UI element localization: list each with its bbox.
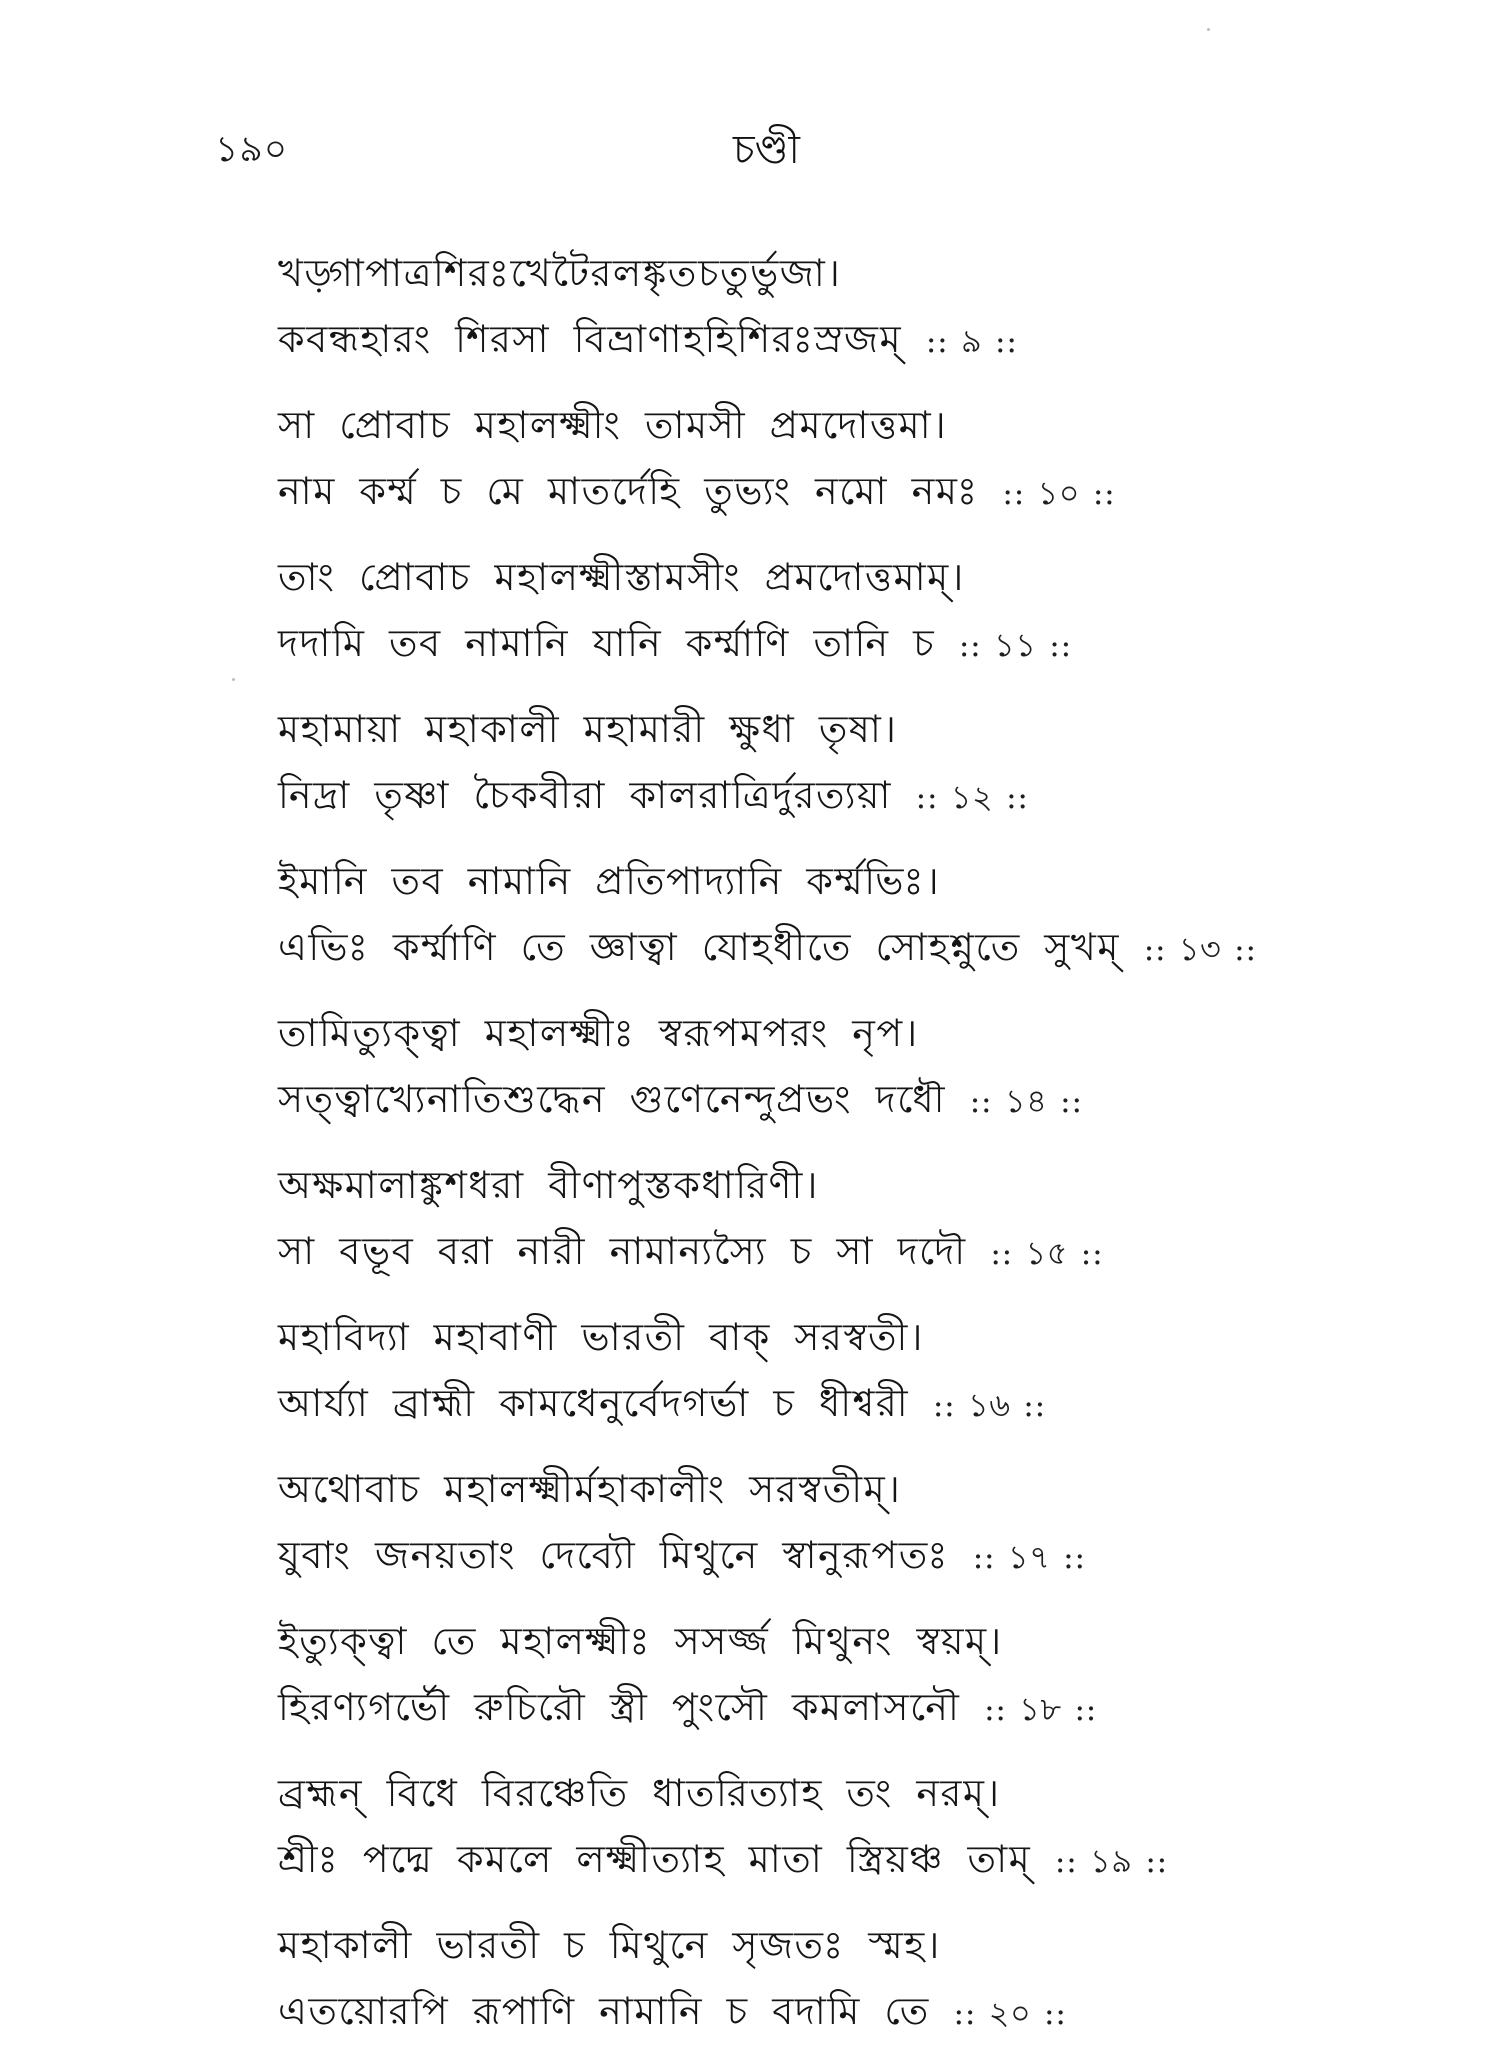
verse-line-2 [278, 610, 1338, 676]
verse-line-2 [278, 762, 1338, 828]
verse-line-1: সা প্রোবাচ মহালক্ষ্মীং তামসী প্রমদোত্তমা। [278, 403, 948, 447]
verse-number: :: ৯ :: [925, 322, 1018, 360]
verse-15 [278, 1152, 1338, 1304]
scan-speck [232, 678, 235, 681]
verse-line-2 [278, 1826, 1338, 1892]
verse-line-2-text: দদামি তব নামানি যানি কর্ম্মাণি তানি চ [278, 621, 936, 665]
verse-14 [278, 1000, 1338, 1152]
verse-line-2-text: নিদ্রা তৃষ্ণা চৈকবীরা কালরাত্রির্দুরত্যয়া [278, 773, 892, 817]
verse-number: :: ১৩ :: [1143, 930, 1257, 968]
verse-number: :: ১১ :: [958, 626, 1072, 664]
verse-line-2-text: নাম কর্ম্ম চ মে মাতর্দেহি তুভ্যং নমো নমঃ [278, 469, 979, 513]
verse-line-2 [278, 1522, 1338, 1588]
verse-line-2-text: শ্রীঃ পদ্মে কমলে লক্ষ্মীত্যাহ মাতা স্ত্রিয়ঞ্চ তাম্ [278, 1837, 1032, 1881]
verse-line-2 [278, 458, 1338, 524]
verse-line-1: মহামায়া মহাকালী মহামারী ক্ষুধা তৃষা। [278, 707, 898, 751]
verse-20 [278, 1912, 1338, 2064]
verse-line-1: ইমানি তব নামানি প্রতিপাদ্যানি কর্ম্মভিঃ। [278, 859, 941, 903]
verse-19 [278, 1760, 1338, 1912]
verse-number: :: ১৬ :: [932, 1386, 1046, 1424]
verse-line-2 [278, 1674, 1338, 1740]
verse-line-1: মহাবিদ্যা মহাবাণী ভারতী বাক্ সরস্বতী। [278, 1315, 925, 1359]
verse-line-2 [278, 306, 1338, 372]
verse-line-1: অথোবাচ মহালক্ষ্মীর্মহাকালীং সরস্বতীম্। [278, 1467, 902, 1511]
verse-line-2-text: সত্ত্বাখ্যেনাতিশুদ্ধেন গুণেনেন্দুপ্রভং দধৌ [278, 1077, 947, 1121]
verse-10 [278, 392, 1338, 544]
scan-speck [1207, 28, 1210, 31]
verse-line-2-text: কবন্ধহারং শিরসা বিভ্রাণাহহিশিরঃস্রজম্ [278, 317, 903, 361]
verse-number: :: ১৯ :: [1054, 1842, 1168, 1880]
verse-number: :: ১৮ :: [983, 1690, 1097, 1728]
verse-line-2-text: আর্য্যা ব্রাহ্মী কামধেনুর্বেদগর্ভা চ ধীশ্বরী [278, 1381, 910, 1425]
verse-line-1: তামিত্যুক্ত্বা মহালক্ষ্মীঃ স্বরূপমপরং নৃপ। [278, 1011, 919, 1055]
verse-number: :: ১২ :: [915, 778, 1029, 816]
verse-line-1: খড়্গাপাত্রশিরঃখেটৈরলঙ্কৃতচতুর্ভুজা। [278, 251, 842, 295]
verse-line-2 [278, 1066, 1338, 1132]
verse-line-2 [278, 1978, 1338, 2044]
verse-line-2-text: হিরণ্যগর্ভৌ রুচিরৌ স্ত্রী পুংসৌ কমলাসনৌ [278, 1685, 961, 1729]
verse-line-1: ইত্যুক্ত্বা তে মহালক্ষ্মীঃ সসর্জ্জ মিথুনং স্বয়ম্। [278, 1619, 1003, 1663]
verse-line-2-text: এভিঃ কর্ম্মাণি তে জ্ঞাত্বা যোহধীতে সোহশ্নুতে সুখম্ [278, 925, 1120, 969]
verse-line-2-text: যুবাং জনয়তাং দেব্যৌ মিথুনে স্বানুরূপতঃ [278, 1533, 949, 1577]
verse-line-1: মহাকালী ভারতী চ মিথুনে সৃজতঃ স্মহ। [278, 1923, 941, 1967]
page-number: ১৯০ [215, 129, 289, 170]
verse-line-1: ব্রহ্মন্ বিধে বিরঞ্চেতি ধাতরিত্যাহ তং নরম্। [278, 1771, 1001, 1815]
verse-12 [278, 696, 1338, 848]
verse-17 [278, 1456, 1338, 1608]
running-title: চণ্ডী [733, 127, 800, 173]
verse-18 [278, 1608, 1338, 1760]
verse-number: :: ২০ :: [953, 1994, 1067, 2032]
verse-9 [278, 240, 1338, 392]
verse-13 [278, 848, 1338, 1000]
verse-line-2-text: সা বভূব বরা নারী নামান্যস্যৈ চ সা দদৌ [278, 1229, 967, 1273]
verse-number: :: ১৭ :: [972, 1538, 1086, 1576]
verse-number: :: ১৪ :: [969, 1082, 1083, 1120]
verse-line-2 [278, 1370, 1338, 1436]
verse-line-2-text: এতয়োরপি রূপাণি নামানি চ বদামি তে [278, 1989, 930, 2033]
verse-16 [278, 1304, 1338, 1456]
verse-line-1: তাং প্রোবাচ মহালক্ষ্মীস্তামসীং প্রমদোত্তমাম্। [278, 555, 965, 599]
verse-number: :: ১০ :: [1002, 474, 1116, 512]
verse-11 [278, 544, 1338, 696]
verse-line-1: অক্ষমালাঙ্কুশধরা বীণাপুস্তকধারিণী। [278, 1163, 819, 1207]
verse-line-2 [278, 914, 1338, 980]
verse-line-2 [278, 1218, 1338, 1284]
verse-number: :: ১৫ :: [990, 1234, 1104, 1272]
verse-list [278, 240, 1338, 2064]
